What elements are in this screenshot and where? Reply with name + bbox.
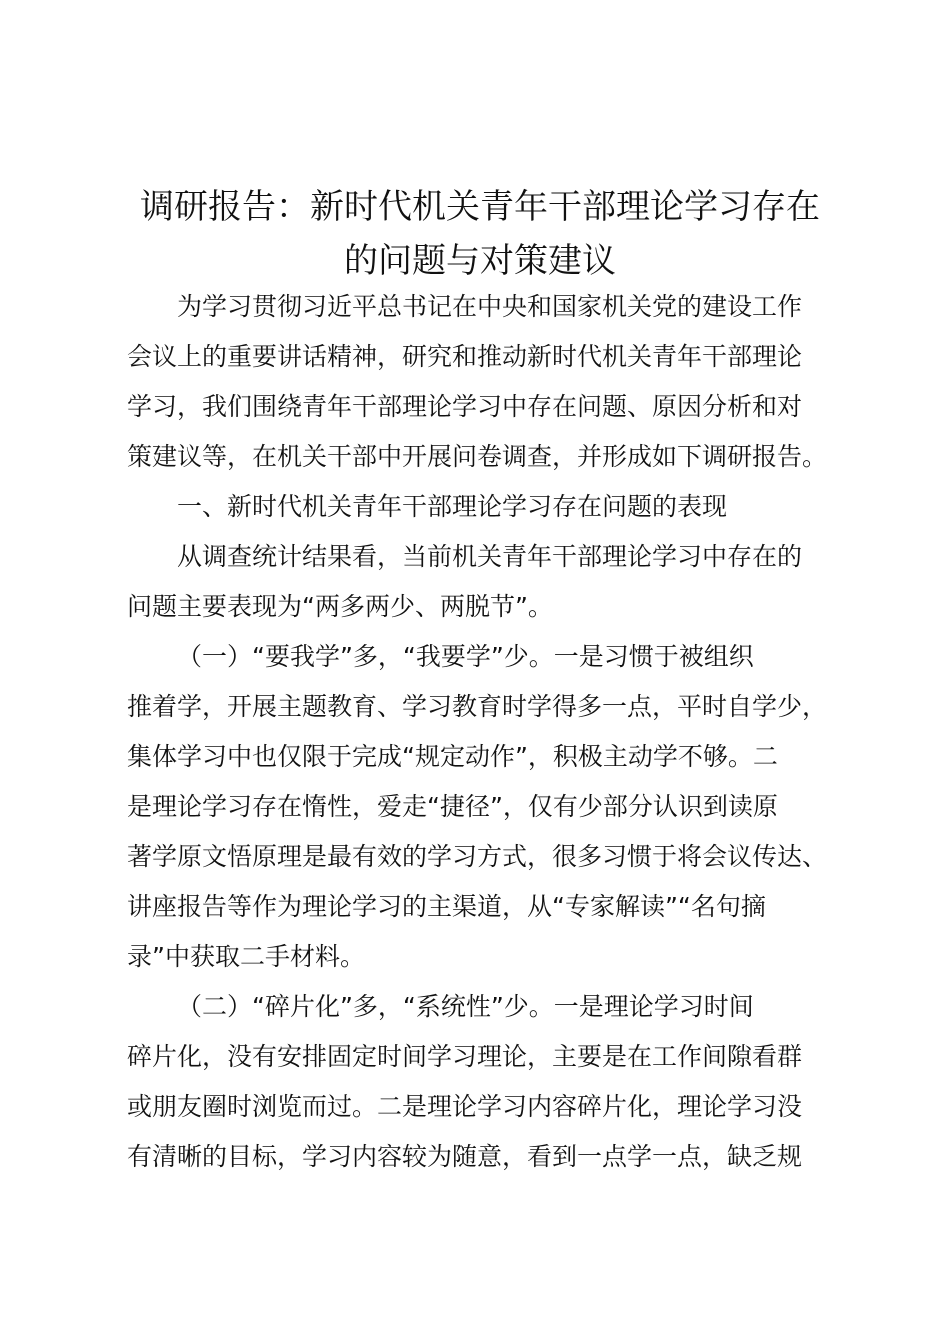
document-body: [127, 282, 837, 1182]
text-line: （一）“要我学”多，“我要学”少。一是习惯于被组织: [177, 642, 754, 671]
text-line: （二）“碎片化”多，“系统性”少。一是理论学习时间: [177, 992, 754, 1021]
point-two-paragraph: [127, 982, 837, 1182]
title-line: 调研报告：新时代机关青年干部理论学习存在: [140, 187, 820, 227]
text-line: 会议上的重要讲话精神，研究和推动新时代机关青年干部理论: [127, 342, 803, 371]
text-line: 问题主要表现为“两多两少、两脱节”。: [127, 592, 553, 621]
text-line: 著学原文悟原理是最有效的学习方式，很多习惯于将会议传达、: [127, 842, 828, 871]
text-line: 碎片化，没有安排固定时间学习理论，主要是在工作间隙看群: [127, 1042, 803, 1071]
text-line: 学习，我们围绕青年干部理论学习中存在问题、原因分析和对: [127, 392, 803, 421]
text-line: 策建议等，在机关干部中开展问卷调查，并形成如下调研报告。: [127, 442, 828, 471]
text-line: 或朋友圈时浏览而过。二是理论学习内容碎片化，理论学习没: [127, 1092, 803, 1121]
text-line: 推着学，开展主题教育、学习教育时学得多一点，平时自学少，: [127, 692, 828, 721]
text-line: 是理论学习存在惰性，爱走“捷径”，仅有少部分认识到读原: [127, 792, 778, 821]
document-title: [110, 180, 850, 288]
text-line: 录”中获取二手材料。: [127, 942, 365, 971]
text-line: 讲座报告等作为理论学习的主渠道，从“专家解读”“名句摘: [127, 892, 766, 921]
section-heading: [127, 482, 837, 532]
text-line: 一、新时代机关青年干部理论学习存在问题的表现: [177, 492, 728, 521]
point-one-paragraph: [127, 632, 837, 982]
summary-paragraph: [127, 532, 837, 632]
text-line: 有清晰的目标，学习内容较为随意，看到一点学一点，缺乏规: [127, 1142, 803, 1171]
title-line: 的问题与对策建议: [344, 241, 616, 281]
text-line: 集体学习中也仅限于完成“规定动作”，积极主动学不够。二: [127, 742, 778, 771]
text-line: 为学习贯彻习近平总书记在中央和国家机关党的建设工作: [177, 292, 803, 321]
text-line: 从调查统计结果看，当前机关青年干部理论学习中存在的: [177, 542, 803, 571]
intro-paragraph: [127, 282, 837, 482]
